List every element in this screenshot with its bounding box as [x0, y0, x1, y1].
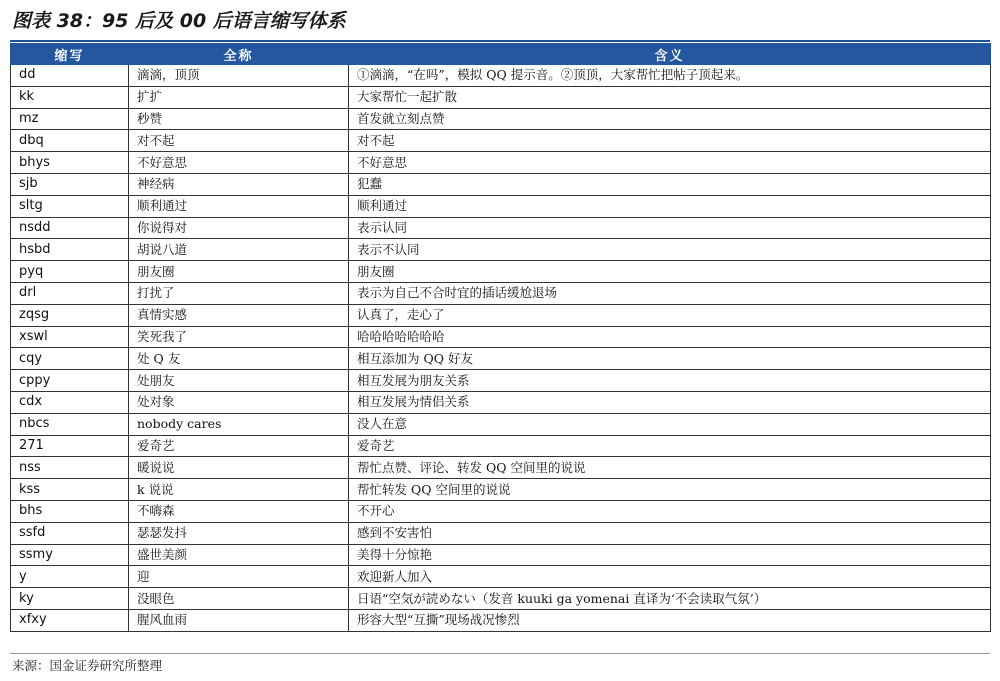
- cell-full-name: 胡说八道: [129, 239, 349, 261]
- cell-full-name: 你说得对: [129, 217, 349, 239]
- cell-meaning: 相互添加为 QQ 好友: [349, 348, 991, 370]
- cell-meaning: 认真了，走心了: [349, 304, 991, 326]
- cell-abbreviation: bhs: [11, 500, 129, 522]
- table-row: [11, 282, 991, 304]
- cell-meaning: 形容大型“互撕”现场战况惨烈: [349, 609, 991, 631]
- cell-meaning: 相互发展为情侣关系: [349, 391, 991, 413]
- cell-full-name: 扩扩: [129, 86, 349, 108]
- cell-abbreviation: ssfd: [11, 522, 129, 544]
- title-rule: [10, 40, 990, 42]
- cell-abbreviation: zqsg: [11, 304, 129, 326]
- cell-abbreviation: sltg: [11, 195, 129, 217]
- cell-full-name: 笑死我了: [129, 326, 349, 348]
- cell-full-name: 神经病: [129, 173, 349, 195]
- cell-abbreviation: y: [11, 566, 129, 588]
- cell-meaning: 表示不认同: [349, 239, 991, 261]
- table-row: [11, 479, 991, 501]
- cell-abbreviation: nsdd: [11, 217, 129, 239]
- table-row: [11, 609, 991, 631]
- cell-meaning: 表示认同: [349, 217, 991, 239]
- cell-meaning: 表示为自己不合时宜的插话缓尬退场: [349, 282, 991, 304]
- cell-meaning: 哈哈哈哈哈哈哈: [349, 326, 991, 348]
- abbreviation-table: [10, 43, 991, 632]
- table-body: [11, 65, 991, 632]
- cell-abbreviation: xswl: [11, 326, 129, 348]
- table-row: [11, 65, 991, 87]
- cell-abbreviation: 271: [11, 435, 129, 457]
- table-row: [11, 435, 991, 457]
- table-row: [11, 130, 991, 152]
- cell-meaning: 没人在意: [349, 413, 991, 435]
- table-row: [11, 304, 991, 326]
- figure-title: 图表 38：95 后及 00 后语言缩写体系: [12, 10, 346, 32]
- cell-abbreviation: ky: [11, 588, 129, 610]
- cell-full-name: 滴滴，顶顶: [129, 65, 349, 87]
- cell-meaning: 日语“空気が読めない（发音 kuuki ga yomenai 直译为‘不会读取气氛’）: [349, 588, 991, 610]
- cell-abbreviation: pyq: [11, 261, 129, 283]
- table-row: [11, 500, 991, 522]
- cell-abbreviation: nss: [11, 457, 129, 479]
- cell-full-name: 爱奇艺: [129, 435, 349, 457]
- table-row: [11, 457, 991, 479]
- header-abbreviation: 缩写: [11, 44, 129, 65]
- cell-meaning: ①滴滴，“在吗”，模拟 QQ 提示音。②顶顶，大家帮忙把帖子顶起来。: [349, 65, 991, 87]
- cell-meaning: 对不起: [349, 130, 991, 152]
- cell-full-name: 打扰了: [129, 282, 349, 304]
- cell-meaning: 朋友圈: [349, 261, 991, 283]
- table-row: [11, 391, 991, 413]
- cell-full-name: 处朋友: [129, 370, 349, 392]
- cell-meaning: 帮忙点赞、评论、转发 QQ 空间里的说说: [349, 457, 991, 479]
- cell-meaning: 不开心: [349, 500, 991, 522]
- cell-full-name: 不好意思: [129, 152, 349, 174]
- header-full-name: 全称: [129, 44, 349, 65]
- cell-full-name: 朋友圈: [129, 261, 349, 283]
- cell-meaning: 相互发展为朋友关系: [349, 370, 991, 392]
- table-row: [11, 86, 991, 108]
- cell-full-name: 暖说说: [129, 457, 349, 479]
- cell-full-name: 处 Q 友: [129, 348, 349, 370]
- cell-full-name: nobody cares: [129, 413, 349, 435]
- cell-meaning: 帮忙转发 QQ 空间里的说说: [349, 479, 991, 501]
- cell-abbreviation: nbcs: [11, 413, 129, 435]
- cell-full-name: 对不起: [129, 130, 349, 152]
- bottom-rule: [10, 653, 990, 654]
- cell-meaning: 顺利通过: [349, 195, 991, 217]
- cell-meaning: 大家帮忙一起扩散: [349, 86, 991, 108]
- cell-full-name: k 说说: [129, 479, 349, 501]
- cell-abbreviation: kk: [11, 86, 129, 108]
- cell-meaning: 首发就立刻点赞: [349, 108, 991, 130]
- table-row: [11, 108, 991, 130]
- table-row: [11, 522, 991, 544]
- cell-abbreviation: bhys: [11, 152, 129, 174]
- cell-full-name: 不嗨森: [129, 500, 349, 522]
- cell-abbreviation: sjb: [11, 173, 129, 195]
- cell-full-name: 腥风血雨: [129, 609, 349, 631]
- cell-full-name: 顺利通过: [129, 195, 349, 217]
- cell-abbreviation: mz: [11, 108, 129, 130]
- cell-abbreviation: drl: [11, 282, 129, 304]
- cell-meaning: 感到不安害怕: [349, 522, 991, 544]
- table-row: [11, 413, 991, 435]
- table-row: [11, 370, 991, 392]
- table-row: [11, 261, 991, 283]
- table-row: [11, 566, 991, 588]
- table-row: [11, 348, 991, 370]
- cell-abbreviation: dbq: [11, 130, 129, 152]
- table-row: [11, 173, 991, 195]
- cell-full-name: 没眼色: [129, 588, 349, 610]
- cell-meaning: 美得十分惊艳: [349, 544, 991, 566]
- table-row: [11, 326, 991, 348]
- cell-abbreviation: hsbd: [11, 239, 129, 261]
- header-meaning: 含义: [349, 44, 991, 65]
- cell-abbreviation: kss: [11, 479, 129, 501]
- table-header-row: [11, 44, 991, 65]
- cell-full-name: 处对象: [129, 391, 349, 413]
- cell-abbreviation: cdx: [11, 391, 129, 413]
- cell-full-name: 迎: [129, 566, 349, 588]
- table-row: [11, 152, 991, 174]
- cell-abbreviation: xfxy: [11, 609, 129, 631]
- cell-meaning: 爱奇艺: [349, 435, 991, 457]
- cell-meaning: 欢迎新人加入: [349, 566, 991, 588]
- cell-full-name: 盛世美颜: [129, 544, 349, 566]
- cell-abbreviation: cppy: [11, 370, 129, 392]
- cell-meaning: 犯蠢: [349, 173, 991, 195]
- table-row: [11, 217, 991, 239]
- cell-abbreviation: ssmy: [11, 544, 129, 566]
- cell-full-name: 瑟瑟发抖: [129, 522, 349, 544]
- table-row: [11, 239, 991, 261]
- table-row: [11, 588, 991, 610]
- cell-abbreviation: cqy: [11, 348, 129, 370]
- cell-meaning: 不好意思: [349, 152, 991, 174]
- cell-full-name: 秒赞: [129, 108, 349, 130]
- source-note: 来源：国金证券研究所整理: [12, 658, 163, 673]
- cell-full-name: 真情实感: [129, 304, 349, 326]
- cell-abbreviation: dd: [11, 65, 129, 87]
- table-row: [11, 195, 991, 217]
- table-row: [11, 544, 991, 566]
